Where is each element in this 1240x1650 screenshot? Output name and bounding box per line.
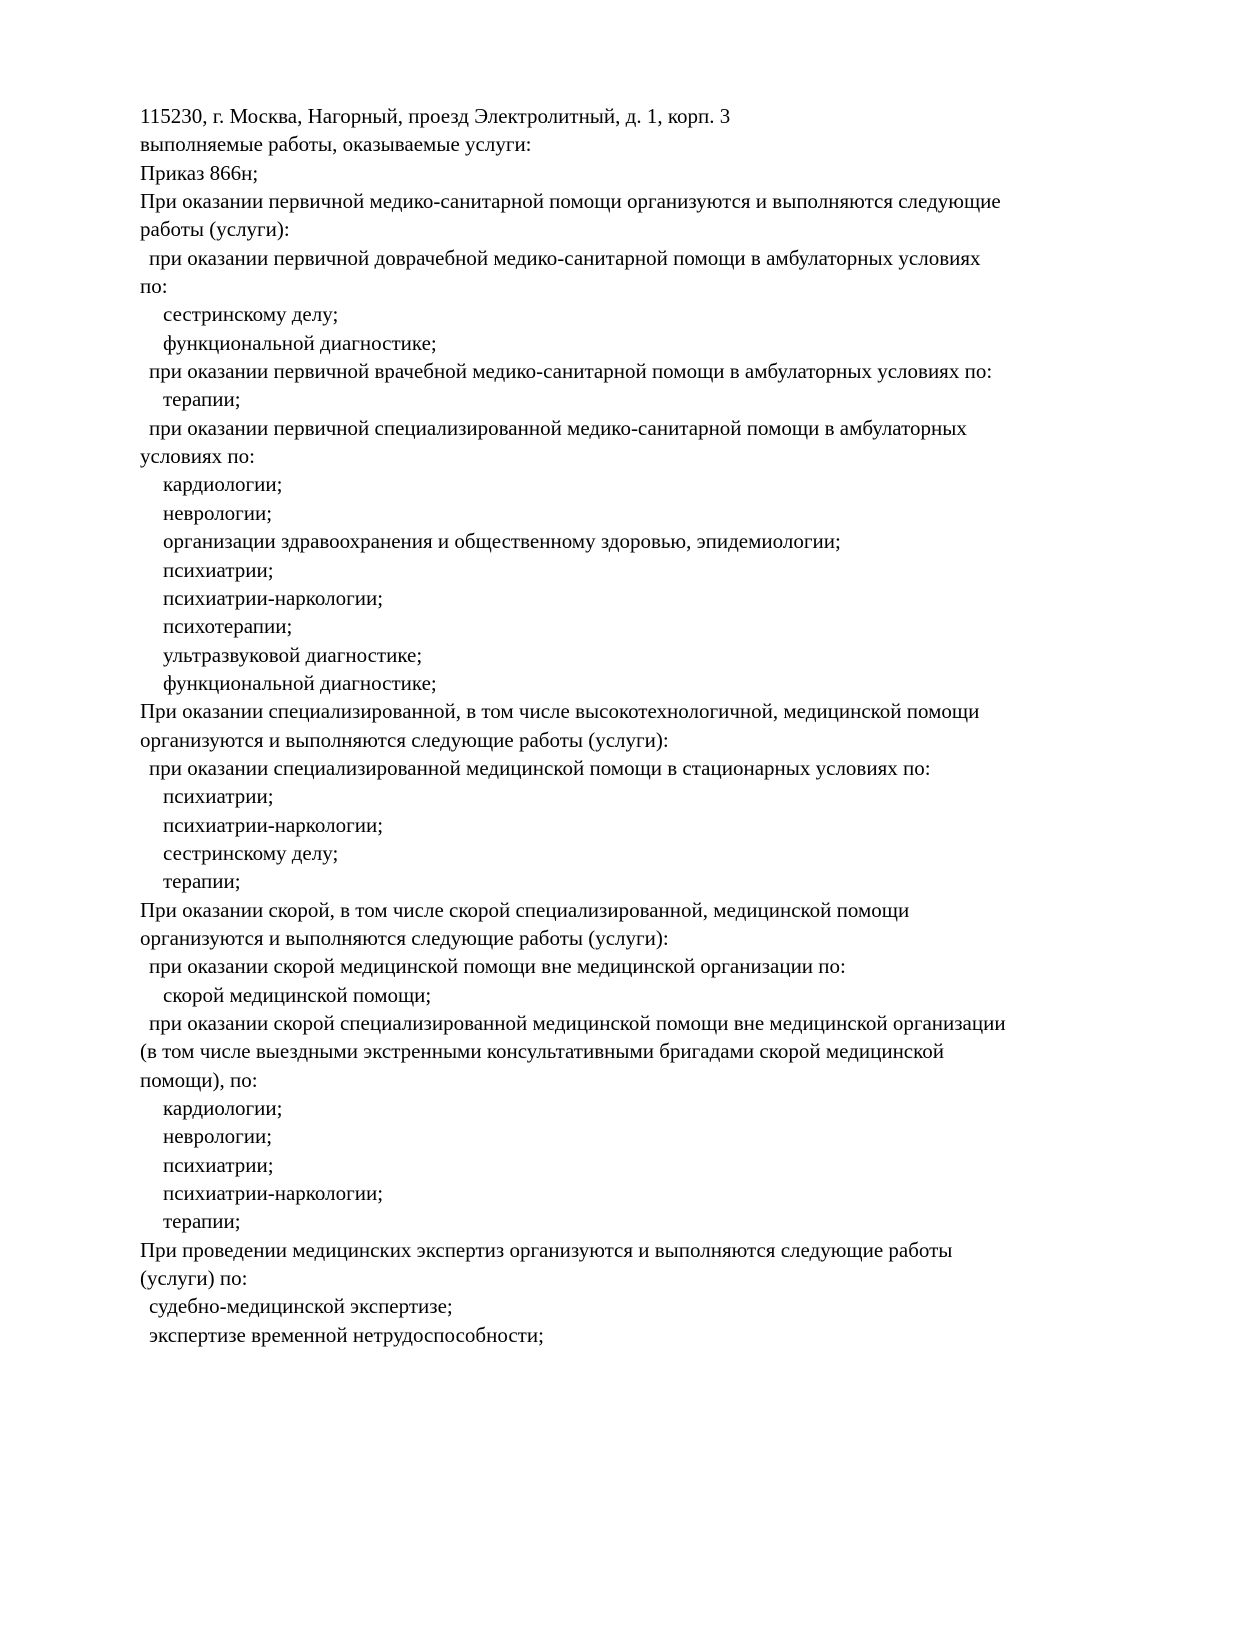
document-line: выполняемые работы, оказываемые услуги: [140,132,532,157]
document-line: экспертизе временной нетрудоспособности; [149,1322,544,1347]
document-line: функциональной диагностике; [163,670,437,695]
document-line: ультразвуковой диагностике; [163,642,423,667]
document-line: психиатрии; [163,784,274,809]
document-line: психиатрии; [163,1152,274,1177]
document-line: неврологии; [163,500,273,525]
document-line: сестринскому делу; [163,840,339,865]
document-line: скорой медицинской помощи; [163,982,432,1007]
document-line: функциональной диагностике; [163,330,437,355]
document-line: При оказании скорой, в том числе скорой специализированной, медицинской помощи [140,897,910,922]
document-line: при оказании скорой медицинской помощи вне медицинской организации по: [149,954,846,979]
document-line: терапии; [163,1209,241,1234]
document-line: при оказании скорой специализированной медицинской помощи вне медицинской организации [149,1011,1006,1035]
document-line: работы (услуги): [140,217,290,242]
document-line: при оказании первичной врачебной медико-санитарной помощи в амбулаторных условиях по: [149,359,993,384]
document-line: При оказании первичной медико-санитарной помощи организуются и выполняются следующие [140,189,1001,214]
document-line: 115230, г. Москва, Нагорный, проезд Электролитный, д. 1, корп. 3 [140,104,731,128]
document-line: сестринскому делу; [163,302,339,327]
document-line: психиатрии-наркологии; [163,812,384,837]
document-line: кардиологии; [163,472,283,497]
document-line: организации здравоохранения и общественному здоровью, эпидемиологии; [163,529,841,554]
document-line: При оказании специализированной, в том числе высокотехнологичной, медицинской помощи [140,699,980,724]
document-line: терапии; [163,387,241,412]
document-line: кардиологии; [163,1096,283,1121]
document-line: помощи), по: [140,1067,258,1092]
document-line: психиатрии-наркологии; [163,1181,384,1206]
document-line: психотерапии; [163,614,293,639]
document-text-block [140,102,1200,1349]
document-line: условиях по: [140,444,255,469]
document-line: психиатрии-наркологии; [163,585,384,610]
document-line: судебно-медицинской экспертизе; [149,1294,453,1319]
document-line: по: [140,274,168,299]
document-line: (в том числе выездными экстренными консультативными бригадами скорой медицинской [140,1039,944,1064]
document-line: психиатрии; [163,557,274,582]
document-line: (услуги) по: [140,1266,248,1291]
document-line: Приказ 866н; [140,160,259,185]
document-line: при оказании специализированной медицинской помощи в стационарных условиях по: [149,755,931,780]
document-line: терапии; [163,869,241,894]
document-line: при оказании первичной доврачебной медико-санитарной помощи в амбулаторных условиях [149,245,981,270]
document-line: при оказании первичной специализированной медико-санитарной помощи в амбулаторных [149,415,967,440]
document-line: неврологии; [163,1124,273,1149]
document-line: организуются и выполняются следующие работы (услуги): [140,727,669,752]
document-line: При проведении медицинских экспертиз организуются и выполняются следующие работы [140,1237,953,1262]
document-line: организуются и выполняются следующие работы (услуги): [140,925,669,950]
